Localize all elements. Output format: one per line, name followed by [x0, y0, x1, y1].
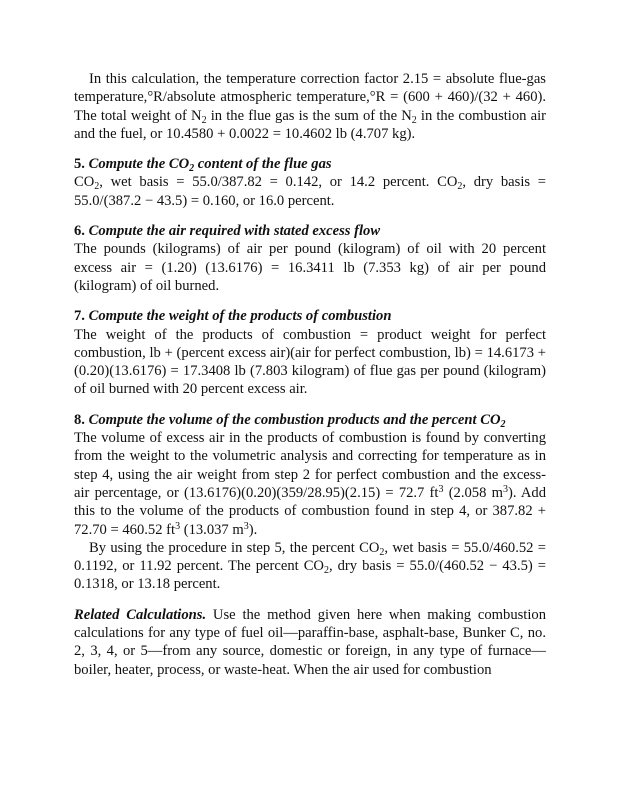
step-8-text-h: , dry basis = 55.0/(460.52 − 43.5) = 0.1318, or 13.18 percent. [74, 558, 546, 593]
step-8-subscript-1: 2 [379, 546, 385, 558]
step-5-subscript-2: 2 [457, 181, 463, 193]
step-8-text-e: ). [248, 521, 258, 538]
step-5-text-b: , wet basis = 55.0/387.82 = 0.142, or 14.2 percent. CO [99, 174, 458, 191]
related-calculations-text: Use the method given here when making combustion calculations for any type of fuel oil—paraffin-base, asphalt-base, Bunker C, no. 2, 3, 4, or 5—from any source, domestic or foreign, in any type of furnace—boiler, heater, process, or waste-heat. When the air used for combustion [74, 606, 547, 678]
step-8-text-a: The volume of excess air in the products of combustion is found by converting from the weight to the volumetric analysis and correcting for temperature as in step 4, using the air weight from step 2 for perfect combustion and the excess-air percentage, or (13.6176)(0.20)(359/28.95)(2.15) = 72.7 ft [74, 430, 546, 501]
step-8-superscript-4: 3 [243, 520, 249, 532]
step-6-title: Compute the air required with stated excess flow [88, 223, 381, 240]
step-5-subscript-1: 2 [94, 181, 100, 193]
step-6-number: 6. [74, 223, 85, 240]
step-8-heading [74, 411, 546, 429]
intro-text-b: in the flue gas is the sum of the N [206, 107, 412, 124]
step-6-body: The pounds (kilograms) of air per pound (kilogram) of oil with 20 percent excess air = (1.20) (13.6176) = 16.3411 lb (7.353 kg) of air per pound (kilogram) of oil burned. [74, 241, 546, 294]
intro-text-a: In this calculation, the temperature correction factor 2.15 = absolute flue-gas temperature,°R/absolute atmospheric temperature,°R = (600 + 460)/(32 + 460). The total weight of N [74, 71, 546, 124]
intro-subscript-1: 2 [201, 114, 207, 126]
step-8-title-a: Compute the volume of the combustion products and the percent CO [88, 411, 501, 428]
step-8-text-d: (13.037 m [180, 521, 244, 538]
step-7-body: The weight of the products of combustion = product weight for perfect combustion, lb + (percent excess air)(air for perfect combustion, lb) = 14.6173 + (0.20)(13.6176) = 17.3408 lb (7.803 kilogram) of flue gas per pound (kilogram) of oil burned with 20 percent excess air. [74, 326, 546, 398]
step-8-superscript-2: 3 [502, 483, 508, 495]
related-calculations-paragraph [74, 606, 546, 679]
step-8-superscript-1: 3 [438, 483, 444, 495]
step-8-subscript-2: 2 [323, 565, 329, 577]
step-5-title-subscript: 2 [189, 163, 195, 175]
step-7-number: 7. [74, 308, 85, 325]
step-8-body-1 [74, 429, 546, 539]
step-5-heading [74, 155, 546, 173]
step-5-text-c: , dry basis = 55.0/(387.2 − 43.5) = 0.160, or 16.0 percent. [74, 174, 547, 209]
intro-text-c: in the combustion air and the fuel, or 10.4580 + 0.0022 = 10.4602 lb (4.707 kg). [74, 107, 546, 142]
step-8-text-f: By using the procedure in step 5, the percent CO [89, 539, 380, 556]
step-5-title-b: content of the flue gas [194, 156, 332, 173]
step-8-text-b: (2.058 m [443, 484, 503, 501]
step-7-title: Compute the weight of the products of combustion [88, 308, 392, 325]
step-8-text-c: ). Add this to the volume of the products of combustion found in step 4, or 387.82 + 72.70 = 460.52 ft [74, 484, 546, 538]
step-5-number: 5. [74, 156, 85, 173]
intro-subscript-2: 2 [411, 114, 417, 126]
step-6-heading [74, 222, 546, 240]
step-8-body-2 [74, 539, 546, 594]
step-8-number: 8. [74, 411, 85, 428]
step-7-heading [74, 307, 546, 325]
related-calculations-heading: Related Calculations. [74, 606, 207, 623]
step-5-title-a: Compute the CO [88, 156, 190, 173]
step-8-text-g: , wet basis = 55.0/460.52 = 0.1192, or 11.92 percent. The percent CO [74, 539, 546, 575]
step-8-title-subscript: 2 [500, 418, 506, 430]
step-5-body [74, 173, 546, 210]
intro-paragraph [74, 70, 546, 143]
document-page [74, 70, 546, 679]
step-5-text-a: CO [74, 174, 95, 191]
step-8-superscript-3: 3 [175, 520, 181, 532]
